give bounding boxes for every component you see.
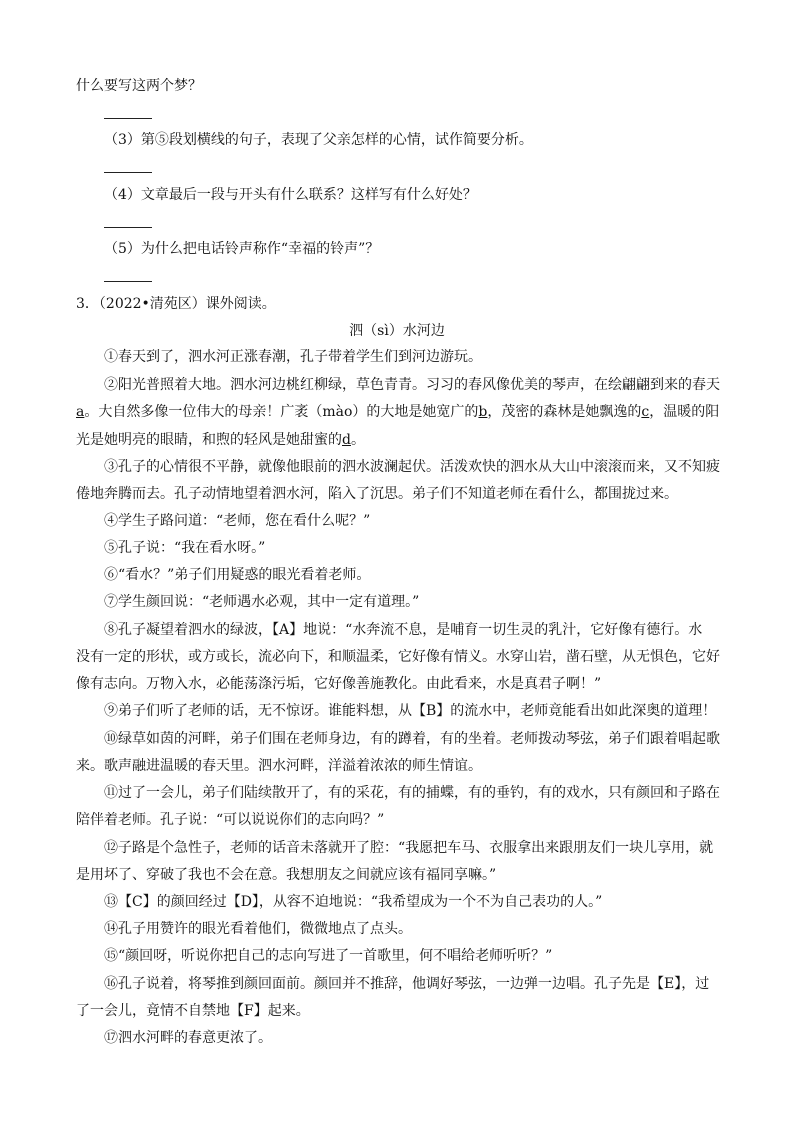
paragraph-15: ⑮“颜回呀，听说你把自己的志向写进了一首歌里，何不唱给老师听听？” <box>104 948 553 964</box>
paragraph-16-line-1: ⑯孔子说着，将琴推到颜回面前。颜回并不推辞，他调好琴弦，一边弹一边唱。孔子先是【E】，过 <box>104 976 710 992</box>
paragraph-13: ⑬【C】的颜回经过【D】，从容不迫地说：“我希望成为一个不为自己表功的人。” <box>104 894 603 910</box>
answer-blank-5 <box>104 281 152 282</box>
paragraph-7: ⑦学生颜回说：“老师遇水必观，其中一定有道理。” <box>104 594 420 610</box>
question-5: （5）为什么把电话铃声称作“幸福的铃声”？ <box>104 241 380 257</box>
paragraph-3-line-2: 倦地奔腾而去。孔子动情地望着泗水河，陷入了沉思。弟子们不知道老师在看什么，都围拢过来。 <box>76 486 678 502</box>
section-3-header: 3．（2022•清苑区）课外阅读。 <box>76 296 276 312</box>
paragraph-14: ⑭孔子用赞许的眼光看着他们，微微地点了点头。 <box>104 921 412 937</box>
paragraph-2-text: 。 <box>350 432 365 448</box>
paragraph-12-line-1: ⑫子路是个急性子，老师的话音未落就开了腔：“我愿把车马、衣服拿出来跟朋友们一块儿享用，就 <box>104 840 714 856</box>
blank-a: a <box>76 404 85 420</box>
paragraph-8-line-2: 没有一定的形状，或方或长，流必向下，和顺温柔，它好像有情义。水穿山岩，凿石壁，从无惧色，它好 <box>76 649 720 665</box>
question-4: （4）文章最后一段与开头有什么联系？这样写有什么好处？ <box>104 187 477 203</box>
paragraph-4: ④学生子路问道：“老师，您在看什么呢？” <box>104 513 371 529</box>
paragraph-3-line-1: ③孔子的心情很不平静，就像他眼前的泗水波澜起伏。活泼欢快的泗水从大山中滚滚而来，又不知疲 <box>104 459 720 475</box>
paragraph-8-line-1: ⑧孔子凝望着泗水的绿波，【A】地说：“水奔流不息，是哺育一切生灵的乳汁，它好像有德行。水 <box>104 622 703 638</box>
paragraph-11-line-1: ⑪过了一会儿，弟子们陆续散开了，有的采花，有的捕蝶，有的垂钓，有的戏水，只有颜回和子路在 <box>104 785 720 801</box>
blank-d: d <box>342 432 351 448</box>
answer-blank-4 <box>104 227 152 228</box>
paragraph-2-text: ，茂密的森林是她飘逸的 <box>487 404 642 420</box>
paragraph-16-line-2: 了一会儿，竟情不自禁地【F】起来。 <box>76 1003 310 1019</box>
paragraph-2-line-2 <box>76 402 719 422</box>
paragraph-2-text: 光是她明亮的眼睛，和煦的轻风是她甜蜜的 <box>76 432 342 448</box>
paragraph-6: ⑥“看水？”弟子们用疑惑的眼光看着老师。 <box>104 567 371 583</box>
paragraph-11-line-2: 陪伴着老师。孔子说：“可以说说你们的志向吗？” <box>76 812 385 828</box>
paragraph-10-line-1: ⑩绿草如茵的河畔，弟子们围在老师身边，有的蹲着，有的坐着。老师拨动琴弦，弟子们跟着唱起歌 <box>104 731 720 747</box>
answer-blank-3 <box>104 172 152 173</box>
paragraph-17: ⑰泗水河畔的春意更浓了。 <box>104 1030 272 1046</box>
passage-title: 泗（sì）水河边 <box>349 323 445 339</box>
answer-blank-2 <box>104 118 152 119</box>
paragraph-5: ⑤孔子说：“我在看水呀。” <box>104 540 266 556</box>
paragraph-8-line-3: 像有志向。万物入水，必能荡涤污垢，它好像善施教化。由此看来，水是真君子啊！” <box>76 676 602 692</box>
blank-b: b <box>478 404 488 420</box>
paragraph-2-line-1: ②阳光普照着大地。泗水河边桃红柳绿，草色青青。习习的春风像优美的琴声，在绘翩翩到来的春天 <box>104 377 720 393</box>
paragraph-2-text: ，温暖的阳 <box>649 404 720 420</box>
paragraph-1: ①春天到了，泗水河正涨春潮，孔子带着学生们到河边游玩。 <box>104 349 482 365</box>
paragraph-9: ⑨弟子们听了老师的话，无不惊讶。谁能料想，从【B】的流水中，老师竟能看出如此深奥的道理！ <box>104 703 717 719</box>
question-3: （3）第⑤段划横线的句子，表现了父亲怎样的心情，试作简要分析。 <box>104 132 533 148</box>
paragraph-2-text: 。大自然多像一位伟大的母亲！广袤（mào）的大地是她宽广的 <box>84 404 479 420</box>
paragraph-12-line-2: 是用坏了、穿破了我也不会在意。我想朋友之间就应该有福同享嘛。” <box>76 867 497 883</box>
blank-c: c <box>641 404 650 420</box>
paragraph-10-line-2: 来。歌声融进温暖的春天里。泗水河畔，洋溢着浓浓的师生情谊。 <box>76 758 482 774</box>
question-2-tail: 什么要写这两个梦？ <box>76 78 202 94</box>
paragraph-2-line-3 <box>76 430 365 450</box>
